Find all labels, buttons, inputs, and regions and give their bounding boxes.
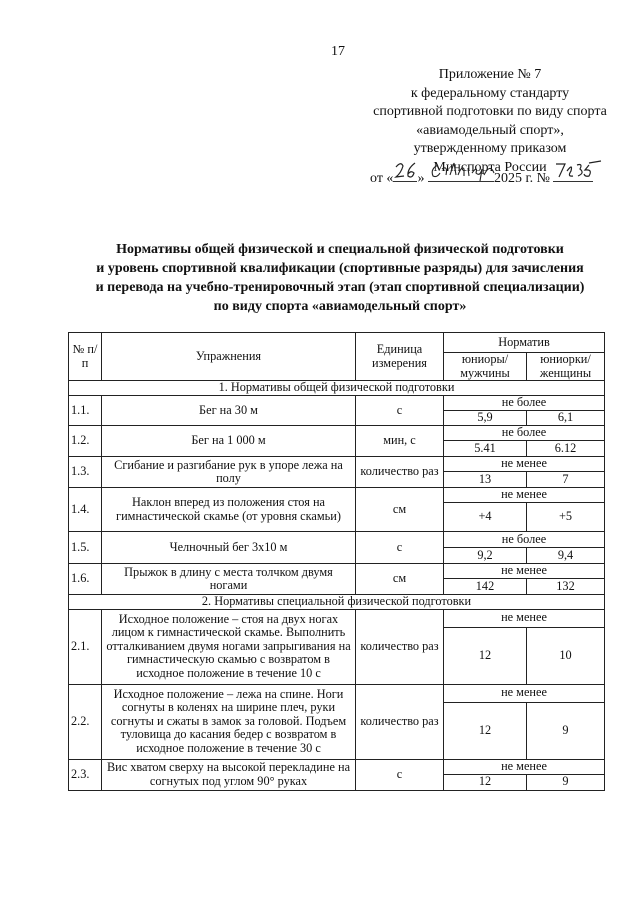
row-number: 2.2. — [69, 684, 102, 759]
table-row — [69, 426, 605, 441]
handwritten-day — [393, 167, 417, 182]
value-male: 13 — [444, 472, 527, 488]
row-number: 1.5. — [69, 532, 102, 564]
norm-qualifier: не менее — [444, 759, 605, 774]
value-female: 6,1 — [527, 411, 605, 426]
appendix-line: утвержденному приказом — [413, 141, 567, 156]
value-male: 5.41 — [444, 441, 527, 457]
norm-qualifier: не менее — [444, 684, 605, 702]
norm-qualifier: не более — [444, 532, 605, 548]
appendix-line: «авиамодельный спорт», — [416, 122, 564, 138]
value-female: 9 — [527, 702, 605, 759]
section-row — [69, 381, 605, 396]
table-row — [69, 759, 605, 774]
norm-qualifier: не более — [444, 426, 605, 441]
value-male: 12 — [444, 627, 527, 684]
page-number: 17 — [331, 44, 345, 59]
section-title: 2. Нормативы специальной физической подготовки — [69, 595, 605, 610]
value-female: 10 — [527, 627, 605, 684]
exercise-name: Челночный бег 3х10 м — [102, 532, 356, 564]
table-row — [69, 564, 605, 579]
table-row — [69, 609, 605, 627]
header-norm: Норматив — [444, 333, 605, 353]
unit: количество раз — [356, 457, 444, 488]
value-male: 142 — [444, 579, 527, 595]
unit: см — [356, 488, 444, 532]
row-number: 1.3. — [69, 457, 102, 488]
table-row — [69, 684, 605, 702]
table-row — [69, 488, 605, 503]
exercise-name: Вис хватом сверху на высокой перекладине на согнутых под углом 90° руках — [102, 759, 356, 790]
unit: с — [356, 396, 444, 426]
unit: количество раз — [356, 684, 444, 759]
norm-qualifier: не менее — [444, 488, 605, 503]
handwritten-month — [428, 167, 494, 182]
title-line: и уровень спортивной квалификации (спортивные разряды) для зачисления — [96, 261, 584, 276]
document-title — [60, 240, 620, 316]
date-prefix: от « — [370, 171, 394, 186]
unit: с — [356, 532, 444, 564]
handwritten-number — [553, 167, 593, 182]
header-female: юниорки/ женщины — [527, 353, 605, 381]
row-number: 1.2. — [69, 426, 102, 457]
section-row — [69, 595, 605, 610]
header-male: юниоры/ мужчины — [444, 353, 527, 381]
date-mid: » — [417, 171, 425, 186]
value-female: 7 — [527, 472, 605, 488]
table-row — [69, 457, 605, 472]
header-unit: Единица измерения — [356, 333, 444, 381]
title-line: Нормативы общей физической и специальной физической подготовки — [116, 242, 564, 257]
row-number: 1.4. — [69, 488, 102, 532]
norm-qualifier: не менее — [444, 564, 605, 579]
value-female: +5 — [527, 503, 605, 532]
appendix-line: спортивной подготовки по виду спорта — [373, 104, 607, 119]
exercise-name: Наклон вперед из положения стоя на гимнастической скамье (от уровня скамьи) — [102, 488, 356, 532]
value-male: 5,9 — [444, 411, 527, 426]
exercise-name: Исходное положение – лежа на спине. Ноги согнуты в коленях на ширине плеч, руки согнуты и сжаты в замок за головой. Подъем туловища до касания бедер с возвратом в исходное положение в течение 30 с — [102, 684, 356, 759]
value-female: 9 — [527, 774, 605, 790]
unit: см — [356, 564, 444, 595]
norm-qualifier: не менее — [444, 609, 605, 627]
value-male: +4 — [444, 503, 527, 532]
table-row — [69, 396, 605, 411]
appendix-line: Приложение № 7 — [438, 67, 542, 82]
unit: с — [356, 759, 444, 790]
row-number: 2.1. — [69, 609, 102, 684]
order-date-line — [370, 167, 593, 187]
norm-qualifier: не менее — [444, 457, 605, 472]
value-male: 12 — [444, 702, 527, 759]
exercise-name: Исходное положение – стоя на двух ногах лицом к гимнастической скамье. Выполнить отталкиванием двумя ногами запрыгивания на гимнастическую скамью с возвратом в исходное положение в течение 10 с — [102, 609, 356, 684]
exercise-name: Бег на 30 м — [102, 396, 356, 426]
appendix-line: к федеральному стандарту — [410, 85, 570, 101]
standards-table — [68, 332, 605, 791]
value-female: 9,4 — [527, 548, 605, 564]
header-num: № п/п — [69, 333, 102, 381]
exercise-name: Прыжок в длину с места толчком двумя ногами — [102, 564, 356, 595]
title-line: и перевода на учебно-тренировочный этап (этап спортивной специализации) — [95, 280, 585, 295]
value-male: 12 — [444, 774, 527, 790]
value-female: 132 — [527, 579, 605, 595]
title-line: по виду спорта «авиамодельный спорт» — [213, 299, 467, 314]
unit: количество раз — [356, 609, 444, 684]
row-number: 1.1. — [69, 396, 102, 426]
row-number: 2.3. — [69, 759, 102, 790]
exercise-name: Сгибание и разгибание рук в упоре лежа на полу — [102, 457, 356, 488]
table-row — [69, 532, 605, 548]
exercise-name: Бег на 1 000 м — [102, 426, 356, 457]
appendix-line: Минспорта России — [433, 159, 547, 175]
norm-qualifier: не более — [444, 396, 605, 411]
section-title: 1. Нормативы общей физической подготовки — [69, 381, 605, 396]
value-female: 6.12 — [527, 441, 605, 457]
value-male: 9,2 — [444, 548, 527, 564]
row-number: 1.6. — [69, 564, 102, 595]
date-year: 2025 г. № — [493, 171, 550, 186]
header-exercise: Упражнения — [102, 333, 356, 381]
unit: мин, с — [356, 426, 444, 457]
